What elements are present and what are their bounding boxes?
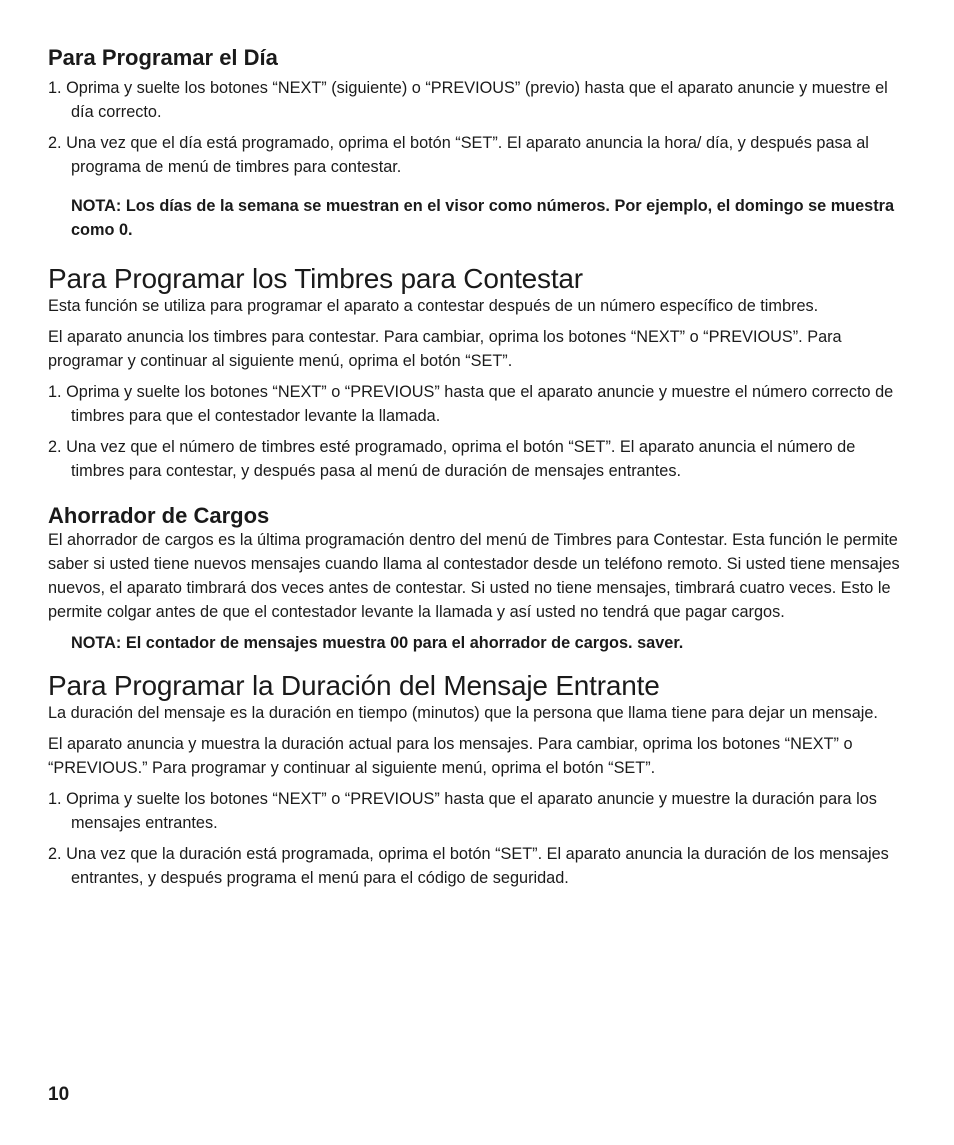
section-heading-day: Para Programar el Día [48, 45, 278, 70]
note-toll-saver: NOTA: El contador de mensajes muestra 00 para el ahorrador de cargos. saver. [71, 634, 684, 652]
duration-instructions: El aparato anuncia y muestra la duración actual para los mensajes. Para cambiar, oprima los botones “NEXT” o “PREVIOUS.” Para programar y continuar al siguiente menú, oprima el botón “SET”. [48, 735, 853, 777]
section-heading-toll-saver: Ahorrador de Cargos [48, 503, 270, 528]
step-1-duration: 1. Oprima y suelte los botones “NEXT” o “PREVIOUS” hasta que el aparato anuncie y muestre la duración para los mensajes entrantes. [48, 790, 877, 832]
section-heading-message-duration: Para Programar la Duración del Mensaje Entrante [48, 670, 660, 701]
step-1-rings: 1. Oprima y suelte los botones “NEXT” o “PREVIOUS” hasta que el aparato anuncie y muestre el número correcto de timbres para que el contestador levante la llamada. [48, 383, 894, 425]
manual-page [48, 44, 910, 890]
step-2-rings: 2. Una vez que el número de timbres esté programado, oprima el botón “SET”. El aparato anuncia el número de timbres para contestar, y después pasa al menú de duración de mensajes entrantes. [48, 438, 856, 480]
page-number: 10 [48, 1084, 70, 1105]
note-days: NOTA: Los días de la semana se muestran en el visor como números. Por ejemplo, el domingo se muestra como 0. [71, 197, 895, 239]
duration-intro: La duración del mensaje es la duración en tiempo (minutos) que la persona que llama tiene para dejar un mensaje. [48, 704, 878, 722]
step-1-day: 1. Oprima y suelte los botones “NEXT” (siguiente) o “PREVIOUS” (previo) hasta que el aparato anuncie y muestre el día correcto. [48, 79, 888, 121]
section-heading-rings: Para Programar los Timbres para Contestar [48, 263, 583, 294]
rings-instructions: El aparato anuncia los timbres para contestar. Para cambiar, oprima los botones “NEXT” o “PREVIOUS”. Para programar y continuar al siguiente menú, oprima el botón “SET”. [48, 328, 842, 370]
step-2-day: 2. Una vez que el día está programado, oprima el botón “SET”. El aparato anuncia la hora/ día, y después pasa al programa de menú de timbres para contestar. [48, 134, 869, 176]
toll-saver-text: El ahorrador de cargos es la última programación dentro del menú de Timbres para Contestar. Esta función le permite saber si usted tiene nuevos mensajes cuando llama al contestador desde un teléfono remoto. Si usted tiene mensajes nuevos, el aparato timbrará dos veces antes de contestar. Si usted no tiene mensajes, timbrará cuatro veces. Esto le permite colgar antes de que el contestador levante la llamada y así usted no tendrá que pagar cargos. [48, 531, 900, 621]
step-2-duration: 2. Una vez que la duración está programada, oprima el botón “SET”. El aparato anuncia la duración de los mensajes entrantes, y después programa el menú para el código de seguridad. [48, 845, 889, 887]
rings-intro: Esta función se utiliza para programar el aparato a contestar después de un número específico de timbres. [48, 297, 819, 315]
